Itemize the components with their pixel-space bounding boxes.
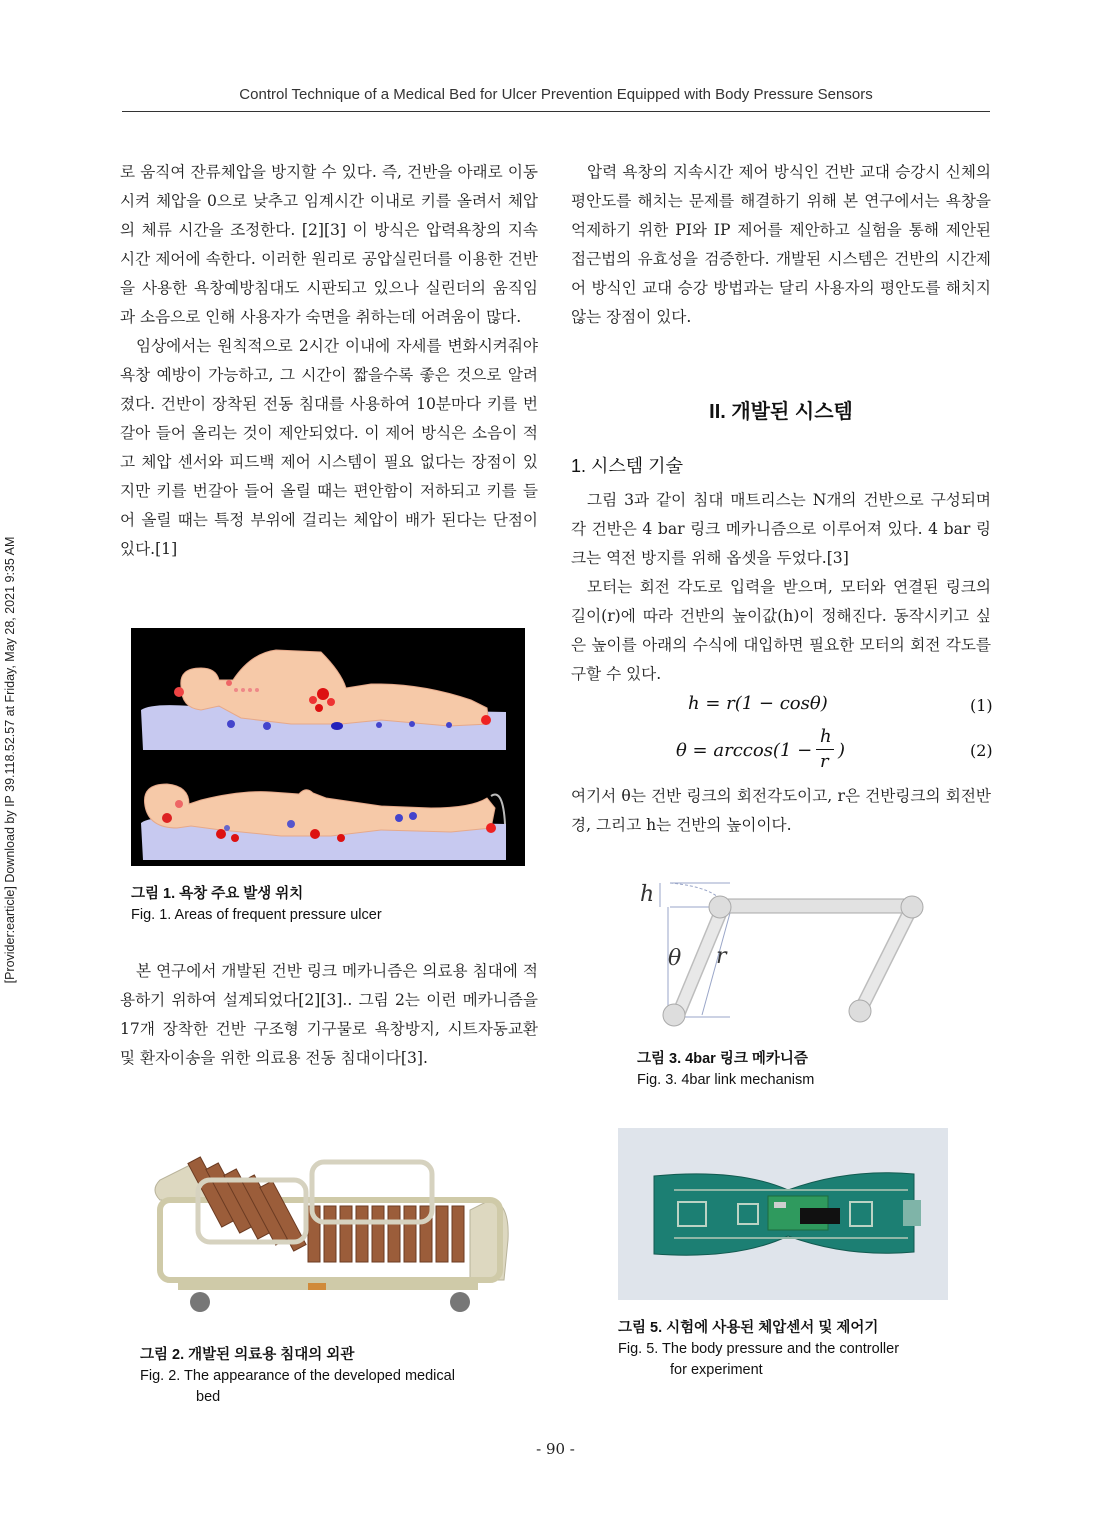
left-column-top: [120, 158, 538, 564]
figure-3-caption: [637, 1049, 814, 1091]
equation-2-right: ): [838, 740, 846, 761]
figure-2-bed: [140, 1140, 518, 1320]
caption-en-cont: bed: [196, 1389, 221, 1405]
equation-2-frac-bottom: r: [820, 751, 829, 772]
figure-3-4bar-link: [630, 875, 930, 1035]
equation-2: [676, 726, 876, 780]
paragraph: 그림 3과 같이 침대 매트리스는 N개의 건반으로 구성되며 각 건반은 4 bar 링크 메카니즘으로 이루어져 있다. 4 bar 링크는 역전 방지를 위해 옵셋을 두었다.[3]: [571, 491, 991, 567]
figure-2-caption: [140, 1345, 520, 1408]
fig3-label-r: r: [716, 944, 727, 969]
equation-2-left: θ = arccos(1 −: [676, 740, 813, 761]
equation-1-number: (1): [970, 696, 993, 715]
paragraph: 압력 욕창의 지속시간 제어 방식인 건반 교대 승강시 신체의 평안도를 해치는 문제를 해결하기 위해 본 연구에서는 욕창을 억제하기 위한 PI와 IP 제어를 제안하고 실험을 통해 제안된 접근법의 유효성을 검증한다. 개발된 시스템은 건반의 시간제어 방식인 교대 승강 방법과는 달리 사용자의 평안도를 해치지 않는 장점이 있다.: [571, 163, 991, 326]
equation-2-number: (2): [970, 741, 993, 760]
figure-5-sensor-photo: [618, 1128, 948, 1300]
paragraph: 로 움직여 잔류체압을 방지할 수 있다. 즉, 건반을 아래로 이동시켜 체압을 0으로 낮추고 임계시간 이내로 키를 올려서 체압의 체류 시간을 조정한다. [2][3] 이 방식은 압력욕창의 지속시간 제어에 속한다. 이러한 원리로 공압실린더를 이용한 건반을 사용한 욕창예방침대도 시판되고 있으나 실린더의 움직임과 소음으로 인해 사용자가 숙면을 취하는데 어려움이 많다.: [120, 163, 538, 326]
running-header: Control Technique of a Medical Bed for Ulcer Prevention Equipped with Body Pressure Sensors: [239, 86, 873, 103]
figure-1-caption: [131, 884, 382, 926]
caption-kr: 그림 1. 욕창 주요 발생 위치: [131, 886, 304, 902]
caption-en: Fig. 5. The body pressure and the controller: [618, 1341, 900, 1357]
subsection-title: 1. 시스템 기술: [571, 456, 683, 476]
figure-5-caption: [618, 1318, 958, 1381]
caption-en: Fig. 2. The appearance of the developed medical: [140, 1368, 455, 1384]
download-side-note: [Provider:earticle] Download by IP 39.118.52.57 at Friday, May 28, 2021 9:35 AM: [3, 536, 17, 984]
section-title: II. 개발된 시스템: [709, 401, 853, 423]
paragraph: 여기서 θ는 건반 링크의 회전각도이고, r은 건반링크의 회전반경, 그리고 h는 건반의 높이이다.: [571, 787, 991, 834]
right-column-mid: [571, 486, 991, 689]
equation-1: h = r(1 − cosθ): [688, 693, 828, 714]
caption-en: Fig. 1. Areas of frequent pressure ulcer: [131, 907, 382, 923]
page-number: - 90 -: [536, 1440, 575, 1458]
right-column-top: [571, 158, 991, 332]
caption-kr: 그림 3. 4bar 링크 메카니즘: [637, 1051, 808, 1067]
fraction-bar: [816, 749, 834, 750]
header-rule: [122, 111, 990, 112]
right-column-bottom: [571, 782, 991, 840]
equation-2-frac-top: h: [820, 726, 832, 747]
fig3-label-theta: θ: [668, 946, 682, 971]
paragraph: 본 연구에서 개발된 건반 링크 메카니즘은 의료용 침대에 적용하기 위하여 설계되었다[2][3].. 그림 2는 이런 메카니즘을 17개 장착한 건반 구조형 기구물로 욕창방지, 시트자동교환 및 환자이송을 위한 의료용 전동 침대이다[3].: [120, 962, 538, 1067]
fig3-label-h: h: [640, 882, 655, 907]
paragraph: 임상에서는 원칙적으로 2시간 이내에 자세를 변화시켜줘야 욕창 예방이 가능하고, 그 시간이 짧을수록 좋은 것으로 알려졌다. 건반이 장착된 전동 침대를 사용하여 10분마다 키를 번갈아 들어 올리는 것이 제안되었다. 이 제어 방식은 소음이 적고 체압 센서와 피드백 제어 시스템이 필요 없다는 장점이 있지만 키를 번갈아 들어 올릴 때는 편안함이 저하되고 키를 들어 올릴 때는 특정 부위에 걸리는 체압이 배가 된다는 단점이 있다.[1]: [120, 337, 538, 558]
caption-en-cont: for experiment: [670, 1362, 763, 1378]
caption-en: Fig. 3. 4bar link mechanism: [637, 1072, 815, 1088]
paragraph: 모터는 회전 각도로 입력을 받으며, 모터와 연결된 링크의 길이(r)에 따라 건반의 높이값(h)이 정해진다. 동작시키고 싶은 높이를 아래의 수식에 대입하면 필요한 모터의 회전 각도를 구할 수 있다.: [571, 578, 991, 683]
figure-1-pressure-areas: [131, 628, 525, 866]
caption-kr: 그림 2. 개발된 의료용 침대의 외관: [140, 1347, 355, 1363]
caption-kr: 그림 5. 시험에 사용된 체압센서 및 제어기: [618, 1320, 879, 1336]
left-column-bottom: [120, 957, 538, 1073]
